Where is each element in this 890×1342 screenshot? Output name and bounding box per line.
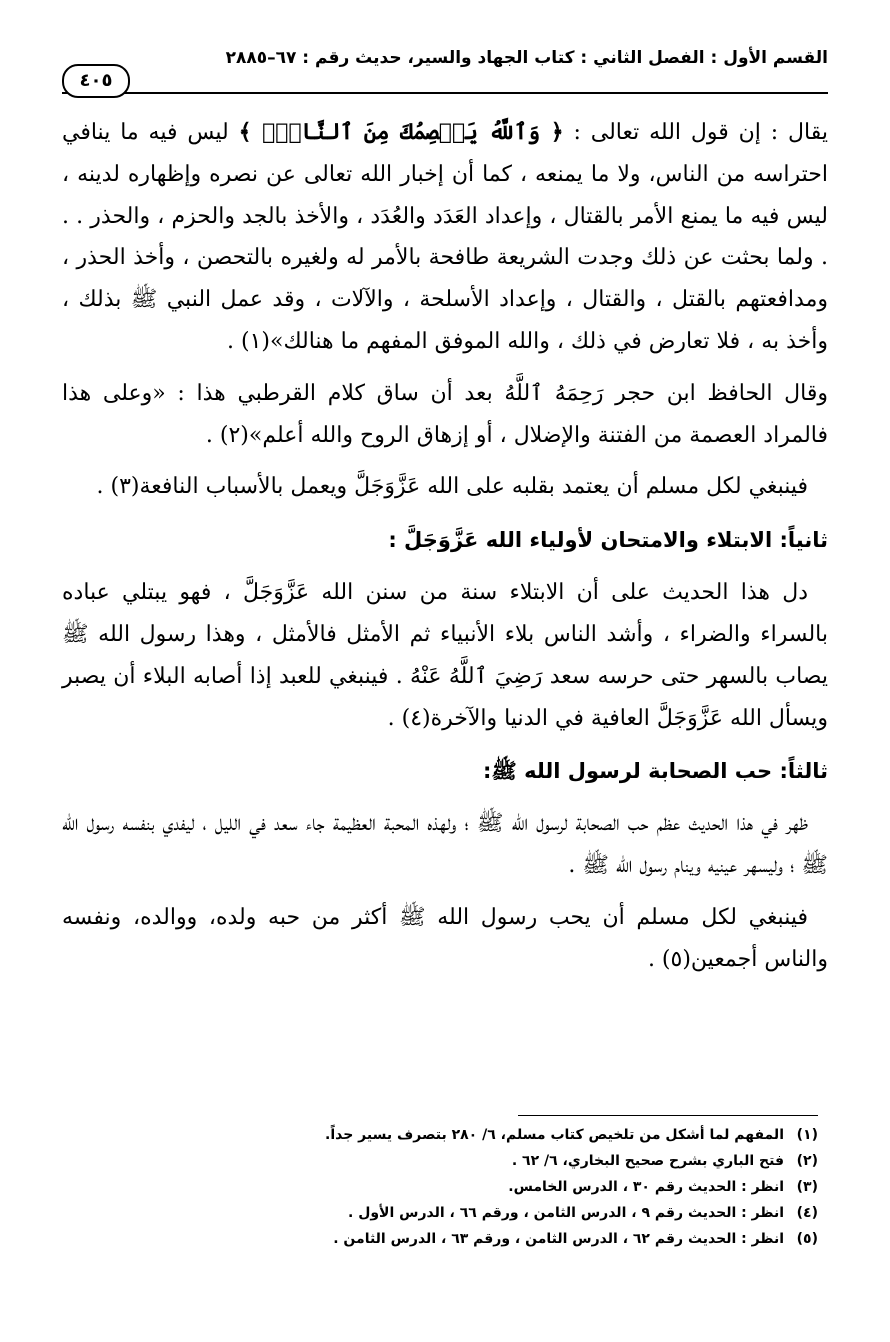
page-header — [62, 44, 828, 94]
footnote-4 — [62, 1200, 818, 1226]
footnote-number: (٤) — [796, 1205, 818, 1221]
footnote-number: (٥) — [796, 1231, 818, 1247]
paragraph-3: فينبغي لكل مسلم أن يعتمد بقلبه على الله عَزَّوَجَلَّ ويعمل بالأسباب النافعة(٣) . — [96, 474, 808, 500]
footnote-number: (٣) — [796, 1179, 818, 1195]
footnote-3 — [62, 1174, 818, 1200]
quran-verse: ﴿ وَٱللَّهُ يَعۡصِمُكَ مِنَ ٱلنَّاسِۗ ﴾ — [238, 119, 564, 145]
paragraph-1-intro: يقال : إن قول الله تعالى : — [563, 120, 828, 145]
footnotes — [62, 1122, 818, 1252]
footnote-1 — [62, 1122, 818, 1148]
section-3-paragraph-2: فينبغي لكل مسلم أن يحب رسول الله ﷺ أكثر من حبه ولده، ووالده، ونفسه والناس أجمعين(٥) . — [62, 904, 828, 972]
footnote-text: المفهم لما أشكل من تلخيص كتاب مسلم، ٦/ ٢٨٠ بتصرف يسير جداً. — [325, 1127, 784, 1143]
footnote-text: فتح الباري بشرح صحيح البخاري، ٦/ ٦٢ . — [511, 1153, 784, 1169]
footnote-2 — [62, 1148, 818, 1174]
footnote-5 — [62, 1226, 818, 1252]
paragraph-1 — [62, 112, 828, 363]
footnote-text: انظر : الحديث رقم ٩ ، الدرس الثامن ، ورقم ٦٦ ، الدرس الأول . — [348, 1205, 784, 1221]
section-2-paragraph: دل هذا الحديث على أن الابتلاء سنة من سنن الله عَزَّوَجَلَّ ، فهو يبتلي عباده بالسراء والضراء ، وأشد الناس بلاء الأنبياء ثم الأمثل فالأمثل ، وهذا رسول الله ﷺ يصاب بالسهر حتى حرسه سعد رَضِيَ ٱللَّهُ عَنْهُ . فينبغي للعبد إذا أصابه البلاء أن يصبر ويسأل الله عَزَّوَجَلَّ العافية في الدنيا والآخرة(٤) . — [62, 580, 828, 731]
footnote-text: انظر : الحديث رقم ٣٠ ، الدرس الخامس. — [508, 1179, 784, 1195]
paragraph-1-body: ليس فيه ما ينافي احتراسه من الناس، ولا ما يمنعه ، كما أن إخبار الله تعالى عن نصره وإظهاره لدينه ، ليس فيه ما يمنع الأمر بالقتال ، وإعداد العَدَد والعُدَد ، والأخذ بالجد والحزم ، والحذر . . . ولما بحثت عن ذلك وجدت الشريعة طافحة بالأمر له ولغيره بالتحصن ، وأخذ الحذر ، ومدافعتهم بالقتل ، والقتال ، وإعداد الأسلحة ، والآلات ، وقد عمل النبي ﷺ بذلك ، وأخذ به ، فلا تعارض في ذلك ، والله الموفق المفهم ما هنالك»(١) . — [62, 120, 828, 354]
section-heading-3: ثالثاً: حب الصحابة لرسول الله ﷺ: — [483, 759, 828, 784]
footnote-text: انظر : الحديث رقم ٦٢ ، الدرس الثامن ، ورقم ٦٣ ، الدرس الثامن . — [333, 1231, 784, 1247]
footnote-number: (٢) — [796, 1153, 818, 1169]
paragraph-2: وقال الحافظ ابن حجر رَحِمَهُ ٱللَّهُ بعد أن ساق كلام القرطبي هذا : «وعلى هذا فالمراد العصمة من الفتنة والإضلال ، أو إزهاق الروح والله أعلم»(٢) . — [62, 380, 828, 448]
footnote-number: (١) — [796, 1127, 818, 1143]
main-text — [62, 112, 828, 991]
section-3-paragraph-1: ظهر في هذا الحديث عظم حب الصحابة لرسول الله ﷺ ؛ ولهذه المحبة العظيمة جاء سعد في الليل ، ليفدي بنفسه رسول الله ﷺ ؛ وليسهر عينيه وينام رسول الله ﷺ . — [62, 811, 828, 879]
section-heading-2: ثانياً: الابتلاء والامتحان لأولياء الله عَزَّوَجَلَّ : — [388, 528, 828, 553]
footnote-separator — [518, 1115, 818, 1116]
page-number-badge: ٤٠٥ — [62, 64, 130, 98]
running-title: القسم الأول : الفصل الثاني : كتاب الجهاد والسير، حديث رقم : ٦٧–٢٨٨٥ — [225, 48, 828, 68]
